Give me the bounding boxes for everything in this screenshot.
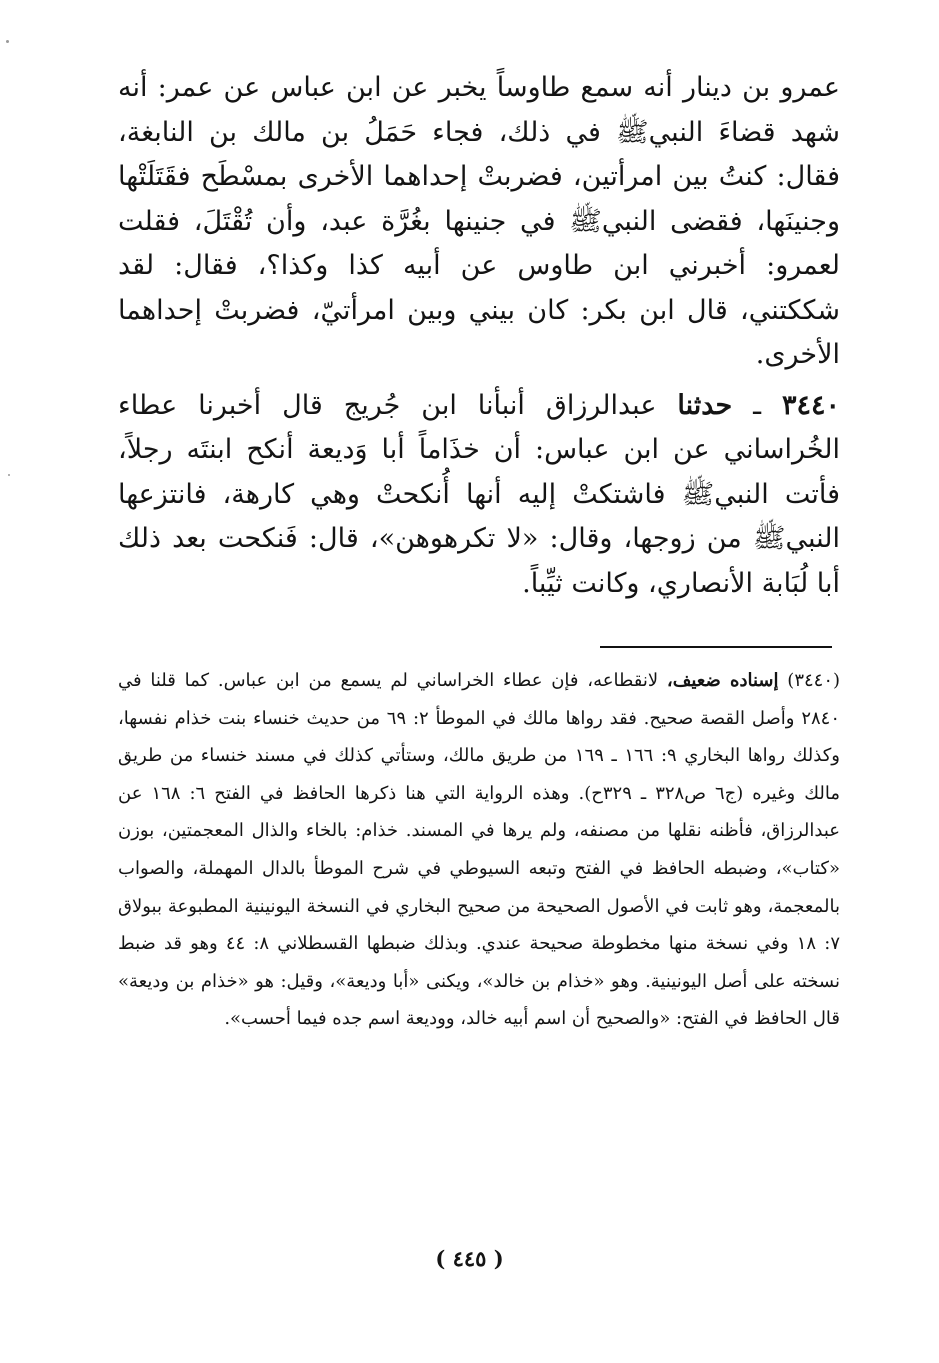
hadith-dash: ـ (732, 389, 782, 421)
scan-speck (8, 474, 10, 476)
hadith-body: عبدالرزاق أنبأنا ابن جُريج قال أخبرنا عطاء الخُراساني عن ابن عباس: أن خذَاماً أبا وَديعة أنكح ابنتَه رجلاً، فأتت النبيﷺ فاشتكتْ إليه أنها أُنكحتْ وهي كارهة، فانتزعها النبيﷺ من زوجها، وقال: «لا تكرهوهن»، قال: فَنكحت بعد ذلك أبا لُبَابة الأنصاري، وكانت ثيِّباً. (118, 389, 840, 599)
footnote-3440 (118, 662, 840, 1038)
page-number: ( ٤٤٥ ) (435, 1246, 504, 1271)
scan-speck (6, 40, 9, 43)
hadith-continuation-paragraph: عمرو بن دينار أنه سمع طاوساً يخبر عن ابن عباس عن عمر: أنه شهد قضاءَ النبيﷺ في ذلك، فجاء حَمَلُ بن مالك بن النابغة، فقال: كنتُ بين امرأتين، فضربتْ إحداهما الأخرى بمسْطَح فقَتَلَتْها وجنينَها، فقضى النبيﷺ في جنينها بغُرَّة عبد، وأن تُقْتَلَ، فقلت لعمرو: أخبرني ابن طاوس عن أبيه كذا وكذا؟، فقال: لقد شككتني، قال ابن بكر: كان بيني وبين امرأتيّ، فضربتْ إحداهما الأخرى. (118, 72, 840, 370)
footnote-grading: إسناده ضعيف، (666, 670, 779, 691)
footnote-section (118, 662, 840, 1038)
footnote-body: لانقطاعه، فإن عطاء الخراساني لم يسمع من ابن عباس. كما قلنا في ٢٨٤٠ وأصل القصة صحيح. فقد رواها مالك في الموطأ ٢: ٦٩ من حديث خنساء بنت خذام نفسها، وكذلك رواها البخاري ٩: ١٦٦ ـ ١٦٩ من طريق مالك، وستأتي كذلك في مسند خنساء من طريق مالك وغيره (ج٦ ص٣٢٨ ـ ٣٢٩ح). وهذه الرواية التي هنا ذكرها الحافظ في الفتح ٦: ١٦٨ عن عبدالرزاق، فأظنه نقلها من مصنفه، ولم يرها في المسند. خذام: بالخاء والذال المعجمتين، بوزن «كتاب»، وضبطه الحافظ في الفتح وتبعه السيوطي في شرح الموطأ بالدال المهملة، والصواب بالمعجمة، وهو ثابت في الأصول الصحيحة من صحيح البخاري في النسخة اليونينية المطبوعة ببولاق ٧: ١٨ وفي نسخة منها مخطوطة صحيحة عندي. وبذلك ضبطها القسطلاني ٨: ٤٤ وهو قد ضبط نسخته على أصل اليونينية. وهو «خذام بن خالد»، ويكنى «أبا وديعة»، وقيل: هو «خذام بن وديعة» قال الحافظ في الفتح: «والصحيح أن اسم أبيه خالد، ووديعة اسم جده فيما أحسب». (118, 670, 840, 1030)
hadith-number: ٣٤٤٠ (781, 389, 840, 421)
footnote-ref: (٣٤٤٠) (787, 670, 841, 691)
hadith-text (118, 66, 840, 606)
footnote-divider (600, 646, 832, 648)
hadith-3440-paragraph (118, 384, 840, 607)
haddathana-label: حدثنا (677, 389, 733, 421)
